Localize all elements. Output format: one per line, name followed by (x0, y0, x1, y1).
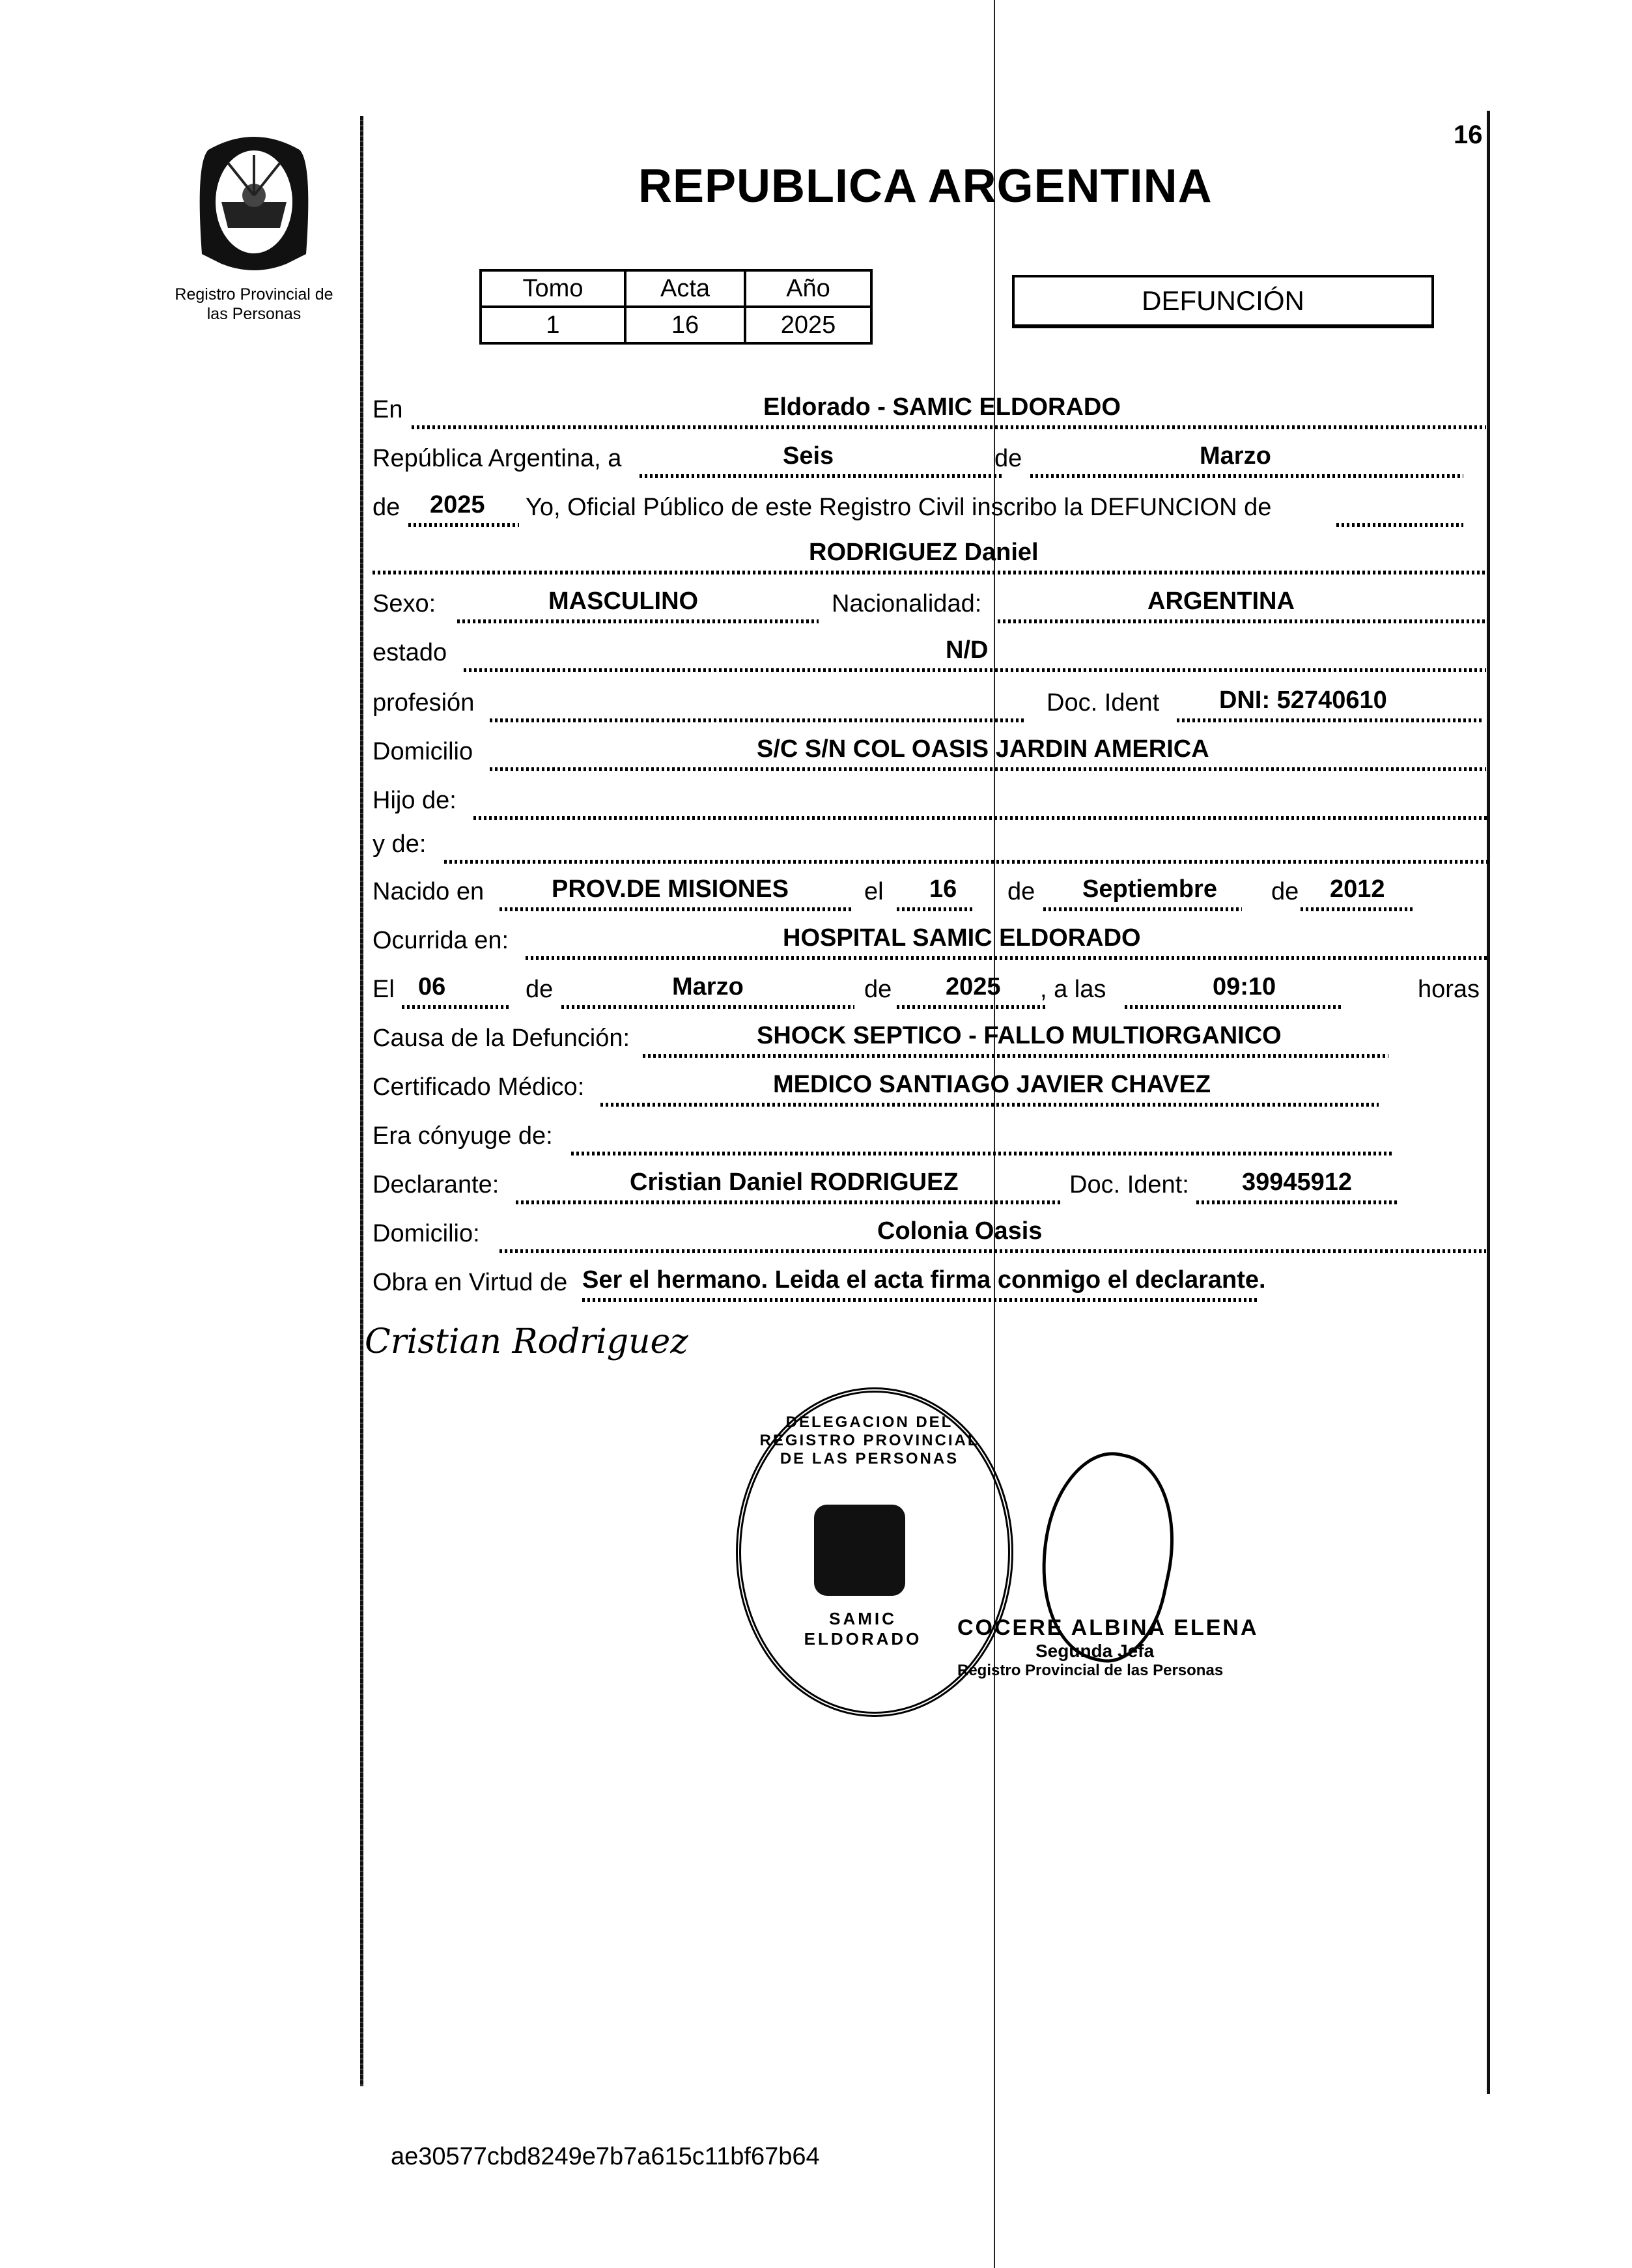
logo-caption-line2: las Personas (206, 305, 302, 323)
label-de: de (994, 445, 1022, 472)
dotted-line (373, 571, 1486, 574)
official-block (957, 1615, 1259, 1680)
label-nacido-en: Nacido en (373, 878, 485, 905)
row-anio-inscripcion (373, 485, 1486, 531)
value-ocurrida: HOSPITAL SAMIC ELDORADO (783, 924, 1141, 952)
dotted-line (408, 523, 519, 527)
label-horas: horas (1418, 976, 1480, 1003)
dotted-line (457, 619, 819, 623)
label-declarante: Declarante: (373, 1171, 499, 1198)
dotted-line (526, 956, 1489, 960)
value-declarante: Cristian Daniel RODRIGUEZ (630, 1169, 959, 1196)
label-profesion: profesión (373, 689, 475, 716)
label-obra: Obra en Virtud de (373, 1269, 568, 1296)
row-domicilio-declarante (373, 1212, 1486, 1257)
label-ocurrida: Ocurrida en: (373, 927, 509, 954)
row-fecha-defuncion (373, 967, 1486, 1013)
row-profesion (373, 681, 1486, 726)
dotted-line (490, 767, 1486, 771)
dotted-line (1336, 523, 1463, 527)
value-anio-inscripcion: 2025 (430, 491, 485, 518)
label-domicilio-declarante: Domicilio: (373, 1220, 480, 1247)
value-dia-inscripcion: Seis (783, 442, 834, 470)
left-border-line (360, 116, 363, 2086)
label-estado: estado (373, 639, 447, 666)
dotted-line (499, 907, 851, 911)
document-hash: ae30577cbd8249e7b7a615c11bf67b64 (391, 2143, 820, 2170)
value-domicilio-declarante: Colonia Oasis (877, 1217, 1043, 1245)
official-name: COCERE ALBINA ELENA (957, 1615, 1259, 1640)
label-doc-ident-declarante: Doc. Ident: (1069, 1171, 1189, 1198)
value-doc-ident: DNI: 52740610 (1219, 687, 1387, 714)
row-sexo (373, 582, 1486, 627)
coat-of-arms-icon (182, 124, 326, 274)
row-conyuge (373, 1114, 1486, 1159)
right-border-line (1487, 111, 1490, 2094)
row-en (373, 388, 1486, 433)
value-anio-defuncion: 2025 (946, 973, 1001, 1000)
value-dia-nacimiento: 16 (929, 875, 957, 903)
official-org: Registro Provincial de las Personas (957, 1662, 1224, 1679)
dotted-line (582, 1298, 1259, 1302)
value-acta: 16 (625, 307, 745, 343)
header-anio: Año (745, 270, 871, 307)
value-certificado: MEDICO SANTIAGO JAVIER CHAVEZ (773, 1071, 1211, 1098)
label-domicilio: Domicilio (373, 738, 473, 765)
label-a-las: , a las (1040, 976, 1106, 1003)
header-acta: Acta (625, 270, 745, 307)
document-title: REPUBLICA ARGENTINA (638, 160, 1213, 212)
label-el: el (864, 878, 884, 905)
province-logo (156, 124, 352, 324)
dotted-line (1301, 907, 1414, 911)
row-certificado (373, 1065, 1486, 1111)
row-obra (373, 1260, 1486, 1306)
dotted-line (600, 1103, 1379, 1107)
row-nombre (373, 533, 1486, 578)
label-certificado: Certificado Médico: (373, 1073, 585, 1101)
dotted-line (464, 668, 1486, 672)
value-mes-inscripcion: Marzo (1200, 442, 1271, 470)
value-lugar-nacimiento: PROV.DE MISIONES (552, 875, 789, 903)
official-role: Segunda Jefa (1035, 1641, 1155, 1661)
row-declarante (373, 1163, 1486, 1208)
dotted-line (444, 860, 1489, 864)
row-hijo-de (373, 778, 1486, 824)
value-dia-defuncion: 06 (418, 973, 446, 1000)
row-fecha-inscripcion (373, 436, 1486, 482)
dotted-line (571, 1152, 1392, 1155)
label-de: de (864, 976, 892, 1003)
row-causa (373, 1016, 1486, 1062)
label-de: de (1271, 878, 1299, 905)
dotted-line (490, 718, 1024, 722)
dotted-line (1177, 718, 1483, 722)
logo-caption-line1: Registro Provincial de (175, 285, 333, 304)
label-doc-ident: Doc. Ident (1047, 689, 1160, 716)
dotted-line (412, 425, 1486, 429)
value-nombre: RODRIGUEZ Daniel (809, 539, 1039, 566)
label-el: El (373, 976, 395, 1003)
value-nacionalidad: ARGENTINA (1147, 588, 1295, 615)
row-ocurrida (373, 918, 1486, 964)
dotted-line (499, 1249, 1486, 1253)
dotted-line (897, 907, 975, 911)
value-obra: Ser el hermano. Leida el acta firma conmigo el declarante. (582, 1266, 1266, 1294)
value-domicilio: S/C S/N COL OASIS JARDIN AMERICA (757, 735, 1209, 763)
label-de: de (526, 976, 554, 1003)
dotted-line (561, 1005, 854, 1009)
page-number: 16 (1454, 120, 1483, 149)
dotted-line (1125, 1005, 1343, 1009)
value-causa: SHOCK SEPTICO - FALLO MULTIORGANICO (757, 1022, 1282, 1049)
stamp-center-text: SAMIC ELDORADO (804, 1609, 922, 1649)
value-tomo: 1 (481, 307, 625, 343)
value-sexo: MASCULINO (548, 588, 699, 615)
stamp-emblem-icon (814, 1505, 905, 1596)
label-en: En (373, 396, 403, 423)
dotted-line (402, 1005, 509, 1009)
label-causa: Causa de la Defunción: (373, 1025, 630, 1052)
label-hijo-de: Hijo de: (373, 787, 457, 814)
header-tomo: Tomo (481, 270, 625, 307)
dotted-line (643, 1054, 1388, 1058)
dotted-line (640, 474, 1004, 478)
label-de: de (1007, 878, 1035, 905)
dotted-line (516, 1200, 1063, 1204)
row-y-de (373, 822, 1486, 868)
dotted-line (1043, 907, 1242, 911)
label-conyuge: Era cónyuge de: (373, 1122, 553, 1150)
dotted-line (897, 1005, 1047, 1009)
value-hora-defuncion: 09:10 (1213, 973, 1276, 1000)
label-nacionalidad: Nacionalidad: (832, 590, 982, 617)
label-y-de: y de: (373, 830, 427, 858)
value-anio-nacimiento: 2012 (1330, 875, 1385, 903)
dotted-line (998, 619, 1486, 623)
row-estado (373, 631, 1486, 676)
value-en: Eldorado - SAMIC ELDORADO (763, 393, 1121, 421)
row-domicilio (373, 730, 1486, 775)
record-table (479, 269, 873, 345)
stamp-text: DELEGACION DEL REGISTRO PROVINCIAL DE LAS PERSONAS (759, 1413, 979, 1467)
value-anio: 2025 (745, 307, 871, 343)
row-nacimiento (373, 870, 1486, 915)
dotted-line (1030, 474, 1463, 478)
value-mes-nacimiento: Septiembre (1082, 875, 1217, 903)
record-type-box: DEFUNCIÓN (1012, 275, 1434, 328)
label-sexo: Sexo: (373, 590, 436, 617)
value-doc-ident-declarante: 39945912 (1242, 1169, 1353, 1196)
declarant-signature: Cristian Rodriguez (365, 1322, 688, 1361)
dotted-line (1196, 1200, 1398, 1204)
value-mes-defuncion: Marzo (672, 973, 744, 1000)
value-estado: N/D (946, 636, 989, 664)
label-republica: República Argentina, a (373, 445, 622, 472)
dotted-line (473, 816, 1489, 820)
text-inscripcion: Yo, Oficial Público de este Registro Civil inscribo la DEFUNCION de (526, 494, 1272, 521)
label-de: de (373, 494, 401, 521)
